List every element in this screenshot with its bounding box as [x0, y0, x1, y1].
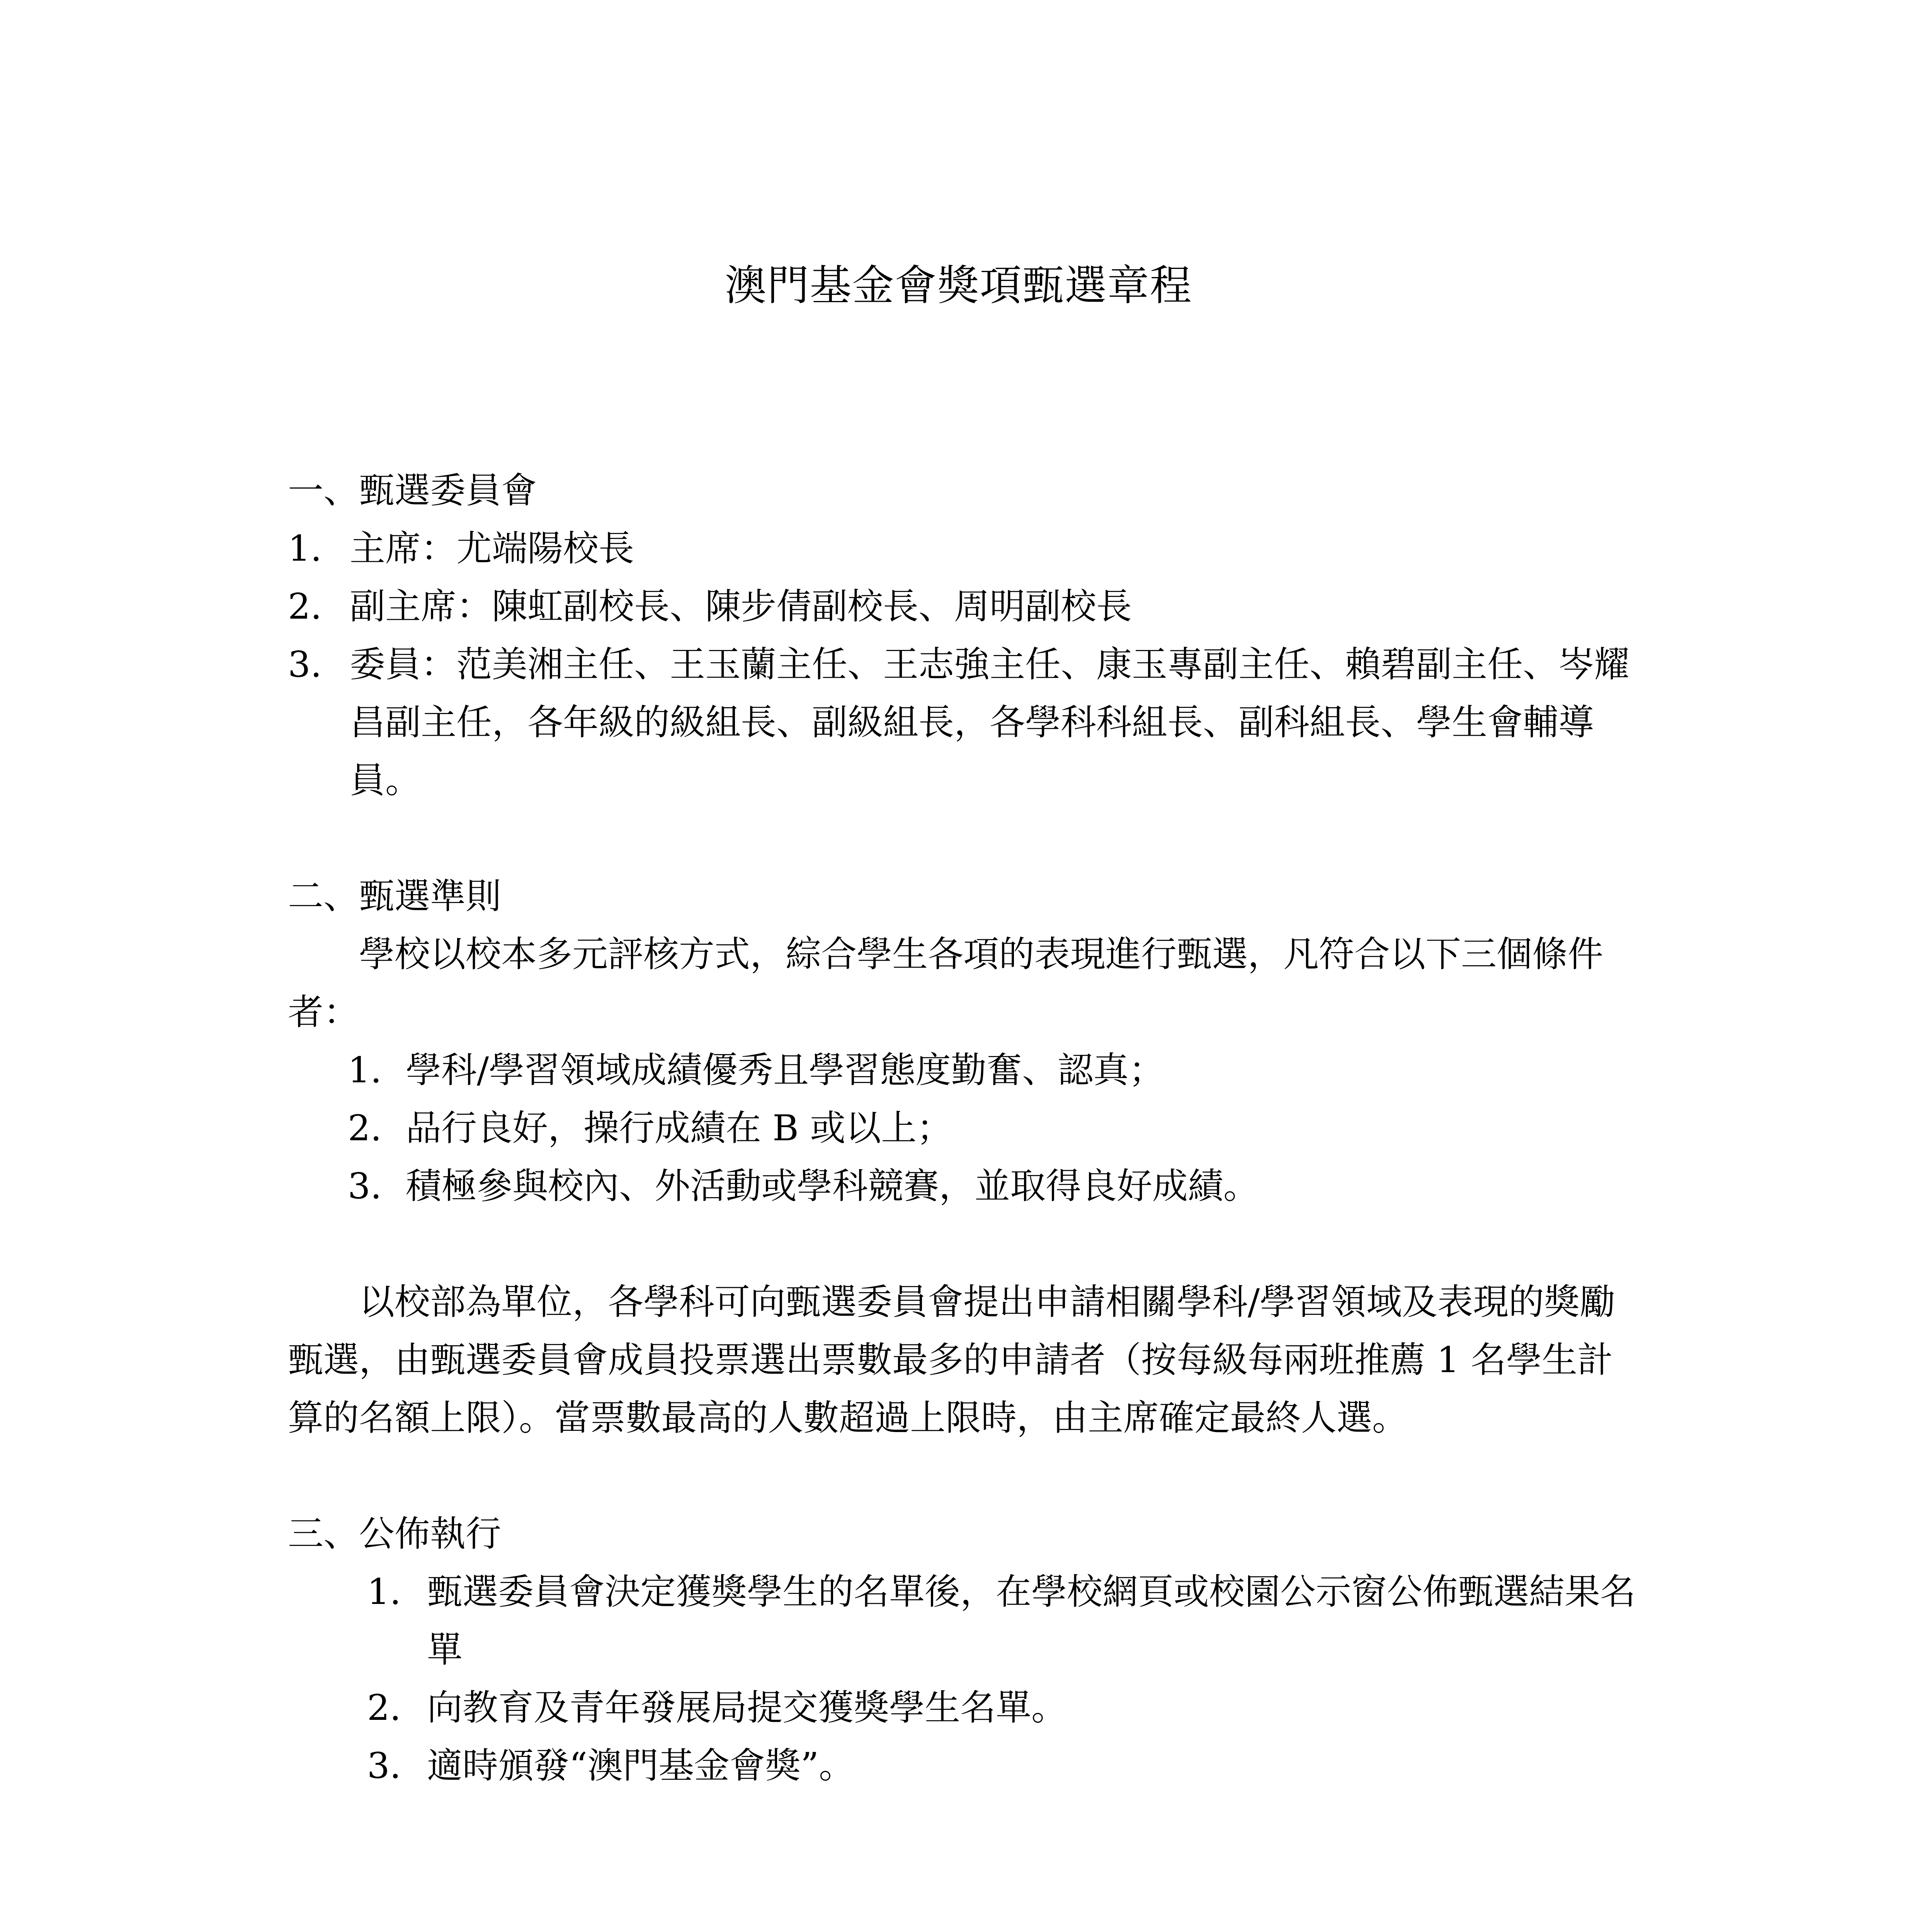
list-item: [367, 1563, 1648, 1679]
announcement-list: [288, 1563, 1648, 1795]
list-number: 3.: [348, 1165, 382, 1207]
list-item-text: 副主席：陳虹副校長、陳步倩副校長、周明副校長: [350, 586, 1132, 627]
criteria-list: [288, 1041, 1648, 1215]
document-body: [288, 462, 1648, 1795]
list-item-text: 適時頒發“澳門基金會獎”。: [427, 1745, 855, 1786]
list-item: [367, 1737, 1648, 1795]
list-item-text: 向教育及青年發展局提交獲獎學生名單。: [427, 1687, 1067, 1728]
section-heading: 一、甄選委員會: [288, 470, 537, 511]
list-number: 2.: [288, 586, 322, 627]
list-item-text: 學科/學習領域成績優秀且學習態度勤奮、認真；: [406, 1049, 1164, 1091]
list-number: 1.: [367, 1571, 401, 1612]
list-item: [288, 636, 1648, 810]
section-heading: 二、甄選準則: [288, 876, 502, 917]
list-item-text: 積極參與校內、外活動或學科競賽，並取得良好成績。: [406, 1165, 1259, 1207]
selection-procedure-paragraph: 以校部為單位，各學科可向甄選委員會提出申請相關學科/學習領域及表現的獎勵甄選，由甄選委員會成員投票選出票數最多的申請者（按每級每兩班推薦 1 名學生計算的名額上限）。當票數最高的人數超過上限時，由主席確定最終人選。: [288, 1281, 1615, 1439]
list-number: 3.: [288, 644, 322, 685]
criteria-intro-paragraph: 學校以校本多元評核方式，綜合學生各項的表現進行甄選，凡符合以下三個條件者：: [288, 934, 1604, 1033]
section-spacer: [288, 810, 1648, 867]
list-item: [288, 520, 1648, 578]
list-item-text: 甄選委員會決定獲獎學生的名單後，在學校網頁或校園公示窗公佈甄選結果名單: [427, 1571, 1636, 1670]
section-announcement: [288, 1505, 1648, 1795]
list-item: [348, 1099, 1648, 1157]
list-number: 1.: [288, 528, 322, 569]
section-spacer: [288, 1447, 1648, 1505]
list-item: [367, 1679, 1648, 1737]
list-item-text: 品行良好，操行成績在 B 或以上；: [406, 1107, 953, 1149]
list-item-text: 委員：范美湘主任、王玉蘭主任、王志強主任、康玉專副主任、賴碧副主任、岑耀昌副主任，各年級的級組長、副級組長，各學科科組長、副科組長、學生會輔導員。: [350, 644, 1630, 801]
list-number: 3.: [367, 1745, 401, 1786]
section-selection-committee: [288, 462, 1648, 810]
list-item: [288, 578, 1648, 636]
paragraph-spacer: [288, 1215, 1648, 1273]
section-selection-criteria: [288, 867, 1648, 1447]
list-number: 2.: [348, 1107, 382, 1149]
list-number: 2.: [367, 1687, 401, 1728]
section-heading: 三、公佈執行: [288, 1513, 502, 1554]
committee-list: [288, 520, 1648, 810]
list-item-text: 主席：尤端陽校長: [350, 528, 634, 569]
list-item: [348, 1041, 1648, 1099]
list-number: 1.: [348, 1049, 382, 1091]
page-title: 澳門基金會獎項甄選章程: [725, 262, 1192, 310]
list-item: [348, 1157, 1648, 1215]
